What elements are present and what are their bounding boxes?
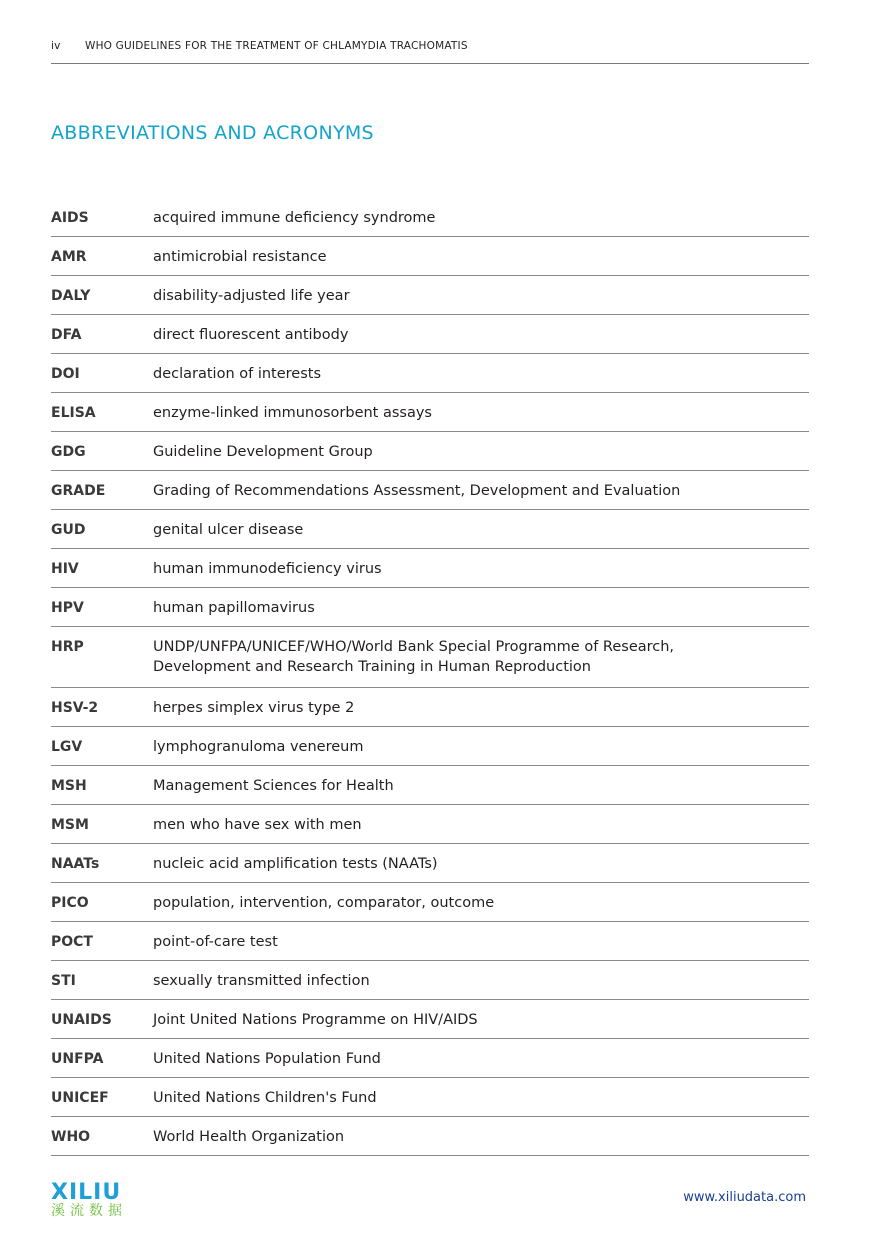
abbreviation-row — [51, 276, 809, 315]
abbreviation-definition: UNDP/UNFPA/UNICEF/WHO/World Bank Special Programme of Research, Development and Research Training in Human Reproduction — [153, 639, 675, 675]
abbreviation-row — [51, 688, 809, 727]
abbreviation-definition: human immunodeficiency virus — [153, 561, 382, 577]
abbreviation-row — [51, 1078, 809, 1117]
abbreviation-definition: disability-adjusted life year — [153, 288, 350, 304]
abbreviation-term: LGV — [51, 739, 83, 755]
abbreviation-term: UNFPA — [51, 1051, 104, 1067]
abbreviation-term: WHO — [51, 1129, 91, 1145]
abbreviation-row — [51, 766, 809, 805]
abbreviation-term: NAATs — [51, 856, 100, 872]
abbreviation-definition: point-of-care test — [153, 934, 278, 950]
abbreviation-term: AMR — [51, 249, 87, 265]
abbreviation-term: STI — [51, 973, 76, 989]
abbreviation-row — [51, 471, 809, 510]
abbreviation-definition: acquired immune deficiency syndrome — [153, 210, 436, 226]
abbreviation-definition: direct fluorescent antibody — [153, 327, 349, 343]
abbreviation-definition: Guideline Development Group — [153, 444, 373, 460]
abbreviation-term: ELISA — [51, 405, 96, 421]
abbreviation-term: MSH — [51, 778, 87, 794]
abbreviation-definition: lymphogranuloma venereum — [153, 739, 364, 755]
abbreviation-row — [51, 1039, 809, 1078]
abbreviation-term: PICO — [51, 895, 89, 911]
abbreviation-definition: population, intervention, comparator, outcome — [153, 895, 495, 911]
abbreviation-term: UNICEF — [51, 1090, 109, 1106]
page-number: iv — [51, 40, 61, 52]
abbreviation-row — [51, 922, 809, 961]
abbreviation-row — [51, 1000, 809, 1039]
abbreviation-row — [51, 354, 809, 393]
abbreviation-definition: men who have sex with men — [153, 817, 362, 833]
abbreviation-row — [51, 805, 809, 844]
abbreviation-row — [51, 315, 809, 354]
logo-latin-text: XILIU — [51, 1180, 122, 1205]
abbreviation-row — [51, 961, 809, 1000]
abbreviation-row — [51, 237, 809, 276]
abbreviation-term: HSV-2 — [51, 700, 99, 716]
abbreviation-row — [51, 844, 809, 883]
abbreviation-term: DFA — [51, 327, 82, 343]
abbreviation-definition: human papillomavirus — [153, 600, 315, 616]
abbreviation-row — [51, 883, 809, 922]
abbreviation-definition: nucleic acid amplification tests (NAATs) — [153, 856, 438, 872]
abbreviation-term: HRP — [51, 639, 84, 655]
abbreviation-definition: antimicrobial resistance — [153, 249, 327, 265]
abbreviation-row — [51, 510, 809, 549]
abbreviation-term: POCT — [51, 934, 93, 950]
abbreviation-term: GDG — [51, 444, 86, 460]
abbreviation-term: DALY — [51, 288, 91, 304]
running-header — [51, 39, 809, 64]
abbreviation-definition: United Nations Children's Fund — [153, 1090, 377, 1106]
footer-url-link[interactable]: www.xiliudata.com — [683, 1190, 806, 1205]
abbreviation-row — [51, 549, 809, 588]
abbreviations-table — [51, 198, 809, 1156]
abbreviation-definition: herpes simplex virus type 2 — [153, 700, 355, 716]
logo-chinese-text: 溪流数据 — [51, 1203, 127, 1219]
abbreviation-term: GUD — [51, 522, 86, 538]
abbreviation-row — [51, 1117, 809, 1156]
abbreviation-definition: Management Sciences for Health — [153, 778, 394, 794]
abbreviation-row — [51, 588, 809, 627]
abbreviation-row — [51, 393, 809, 432]
abbreviation-term: DOI — [51, 366, 80, 382]
abbreviation-row — [51, 198, 809, 237]
abbreviation-row — [51, 627, 809, 688]
abbreviation-definition: Joint United Nations Programme on HIV/AIDS — [153, 1012, 478, 1028]
abbreviation-term: UNAIDS — [51, 1012, 112, 1028]
abbreviation-row — [51, 432, 809, 471]
abbreviation-term: HPV — [51, 600, 84, 616]
document-title: WHO GUIDELINES FOR THE TREATMENT OF CHLAMYDIA TRACHOMATIS — [85, 40, 468, 52]
abbreviation-definition: declaration of interests — [153, 366, 322, 382]
abbreviation-term: AIDS — [51, 210, 89, 226]
abbreviation-definition: United Nations Population Fund — [153, 1051, 381, 1067]
abbreviation-row — [51, 727, 809, 766]
abbreviation-definition: enzyme-linked immunosorbent assays — [153, 405, 432, 421]
abbreviation-term: HIV — [51, 561, 79, 577]
abbreviation-definition: World Health Organization — [153, 1129, 345, 1145]
abbreviation-definition: genital ulcer disease — [153, 522, 304, 538]
xiliu-logo — [51, 1180, 141, 1220]
abbreviation-definition: sexually transmitted infection — [153, 973, 370, 989]
abbreviation-definition: Grading of Recommendations Assessment, Development and Evaluation — [153, 483, 681, 499]
section-title: ABBREVIATIONS AND ACRONYMS — [51, 122, 374, 144]
abbreviation-term: MSM — [51, 817, 89, 833]
abbreviation-term: GRADE — [51, 483, 106, 499]
